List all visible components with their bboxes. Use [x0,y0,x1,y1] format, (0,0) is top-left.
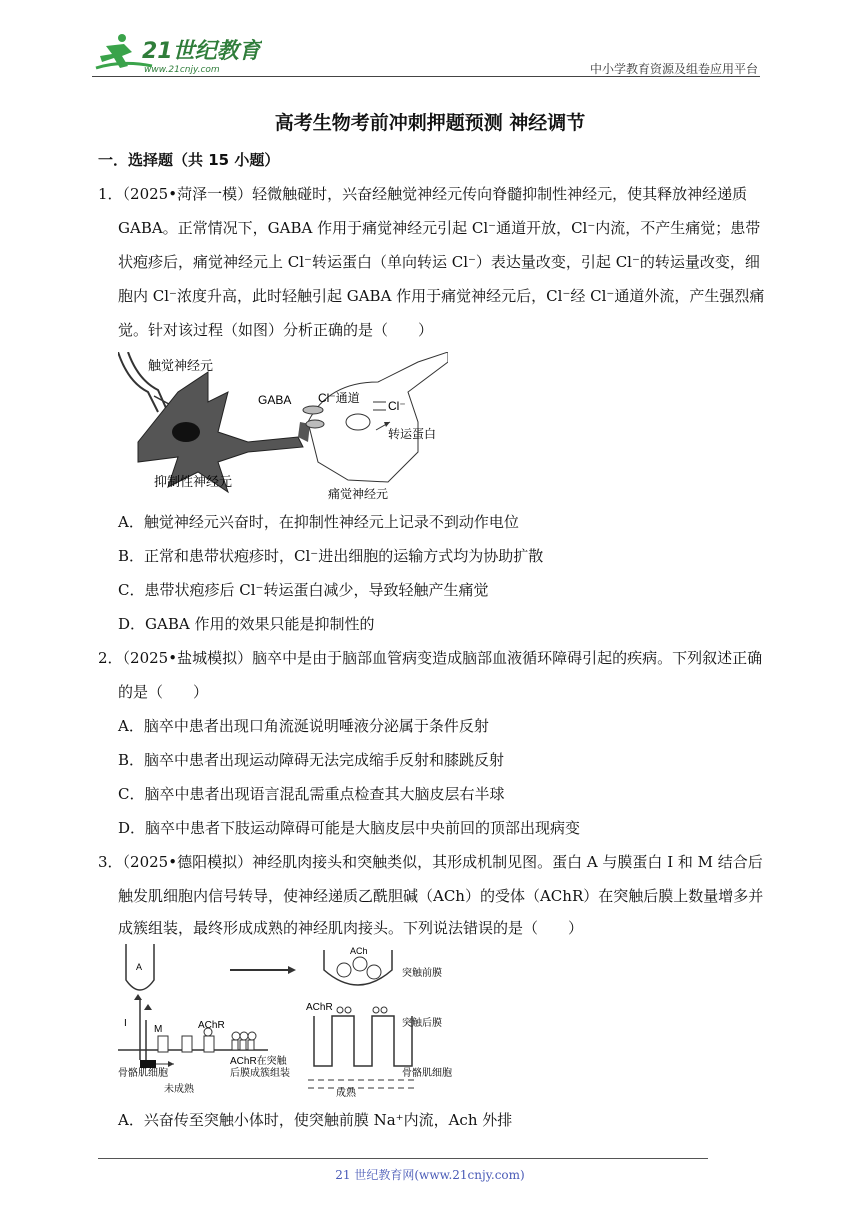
q1-line-1: 1．（2025•菏泽一模）轻微触碰时，兴奋经触觉神经元传向脊髓抑制性神经元，使其释放神经递质 [98,185,748,203]
fig3-label-assemble-1: AChR在突触 [230,1056,287,1067]
q1-option-b: B．正常和患带状疱疹时，Cl⁻进出细胞的运输方式均为协助扩散 [118,547,544,565]
fig3-label-achr: AChR [198,1020,225,1031]
section-heading: 一．选择题（共 15 小题） [98,151,280,169]
q2-line-1: 2．（2025•盐城模拟）脑卒中是由于脑部血管病变造成脑部血液循环障碍引起的疾病。下列叙述正确 [98,649,763,667]
fig3-label-achr-2: AChR [306,1002,333,1013]
q2-option-b: B．脑卒中患者出现运动障碍无法完成缩手反射和膝跳反射 [118,751,505,769]
header-platform-text: 中小学教育资源及组卷应用平台 [589,62,758,76]
q2-option-d: D．脑卒中患者下肢运动障碍可能是大脑皮层中央前回的顶部出现病变 [118,819,581,837]
site-logo [92,32,262,76]
q3-line-2: 触发肌细胞内信号转导，使神经递质乙酰胆碱（ACh）的受体（AChR）在突触后膜上数量增多并 [118,887,764,905]
fig1-label-channel: Cl⁻通道 [318,391,360,405]
fig1-label-inhib: 抑制性神经元 [154,474,233,489]
q1-line-3: 状疱疹后，痛觉神经元上 Cl⁻转运蛋白（单向转运 Cl⁻）表达量改变，引起 Cl⁻的转运量改变，细 [118,253,760,271]
fig3-label-pre: 突触前膜 [402,968,442,979]
fig1-label-transporter: 转运蛋白 [388,427,437,441]
q1-option-d: D．GABA 作用的效果只能是抑制性的 [118,615,375,633]
q3-line-3: 成簇组装，最终形成成熟的神经肌肉接头。下列说法错误的是（ ） [118,919,584,937]
q1-line-2: GABA。正常情况下，GABA 作用于痛觉神经元引起 Cl⁻通道开放，Cl⁻内流，不产生痛觉；患带 [118,219,761,237]
footer-divider [98,1158,708,1159]
fig1-label-gaba: GABA [258,393,292,407]
fig1-label-pain: 痛觉神经元 [328,487,389,501]
q1-neuron-figure [118,352,448,502]
svg-text:www.21cnjy.com: www.21cnjy.com [144,65,220,75]
page-footer: 21 世纪教育网(www.21cnjy.com) [335,1168,525,1182]
fig3-label-i: I [124,1018,127,1029]
fig3-label-immature: 未成熟 [164,1084,194,1095]
fig1-label-touch: 触觉神经元 [148,358,214,373]
q3-line-1: 3．（2025•德阳模拟）神经肌肉接头和突触类似，其形成机制见图。蛋白 A 与膜蛋白 I 和 M 结合后 [98,853,763,871]
page-header [92,30,760,82]
fig3-label-muscle-2: 骨骼肌细胞 [402,1068,452,1079]
q2-option-a: A．脑卒中患者出现口角流涎说明唾液分泌属于条件反射 [118,717,489,735]
svg-text:21世纪教育: 21世纪教育 [142,39,261,64]
fig3-label-a: A [136,962,143,972]
fig3-label-assemble-2: 后膜成簇组装 [230,1068,290,1079]
q1-line-4: 胞内 Cl⁻浓度升高，此时轻触引起 GABA 作用于痛觉神经元后，Cl⁻经 Cl⁻通道外流，产生强烈痛 [118,287,765,305]
q1-line-5: 觉。针对该过程（如图）分析正确的是（ ） [118,321,434,339]
fig3-label-mature: 成熟 [336,1088,356,1099]
page-title: 高考生物考前冲刺押题预测 神经调节 [274,112,586,134]
fig1-label-cl: Cl⁻ [388,399,406,413]
q1-option-c: C．患带状疱疹后 Cl⁻转运蛋白减少，导致轻触产生痛觉 [118,581,489,599]
fig3-label-post: 突触后膜 [402,1018,442,1029]
q2-option-c: C．脑卒中患者出现语言混乱需重点检查其大脑皮层右半球 [118,785,505,803]
fig3-label-m: M [154,1024,163,1035]
header-divider [92,76,760,77]
q1-option-a: A．触觉神经元兴奋时，在抑制性神经元上记录不到动作电位 [118,513,519,531]
q3-option-a: A．兴奋传至突触小体时，使突触前膜 Na⁺内流，Ach 外排 [118,1111,513,1129]
fig3-label-muscle: 骨骼肌细胞 [118,1068,168,1079]
q2-line-2: 的是（ ） [118,683,209,701]
q3-junction-figure [118,940,460,1102]
fig3-label-ach: ACh [350,946,368,956]
